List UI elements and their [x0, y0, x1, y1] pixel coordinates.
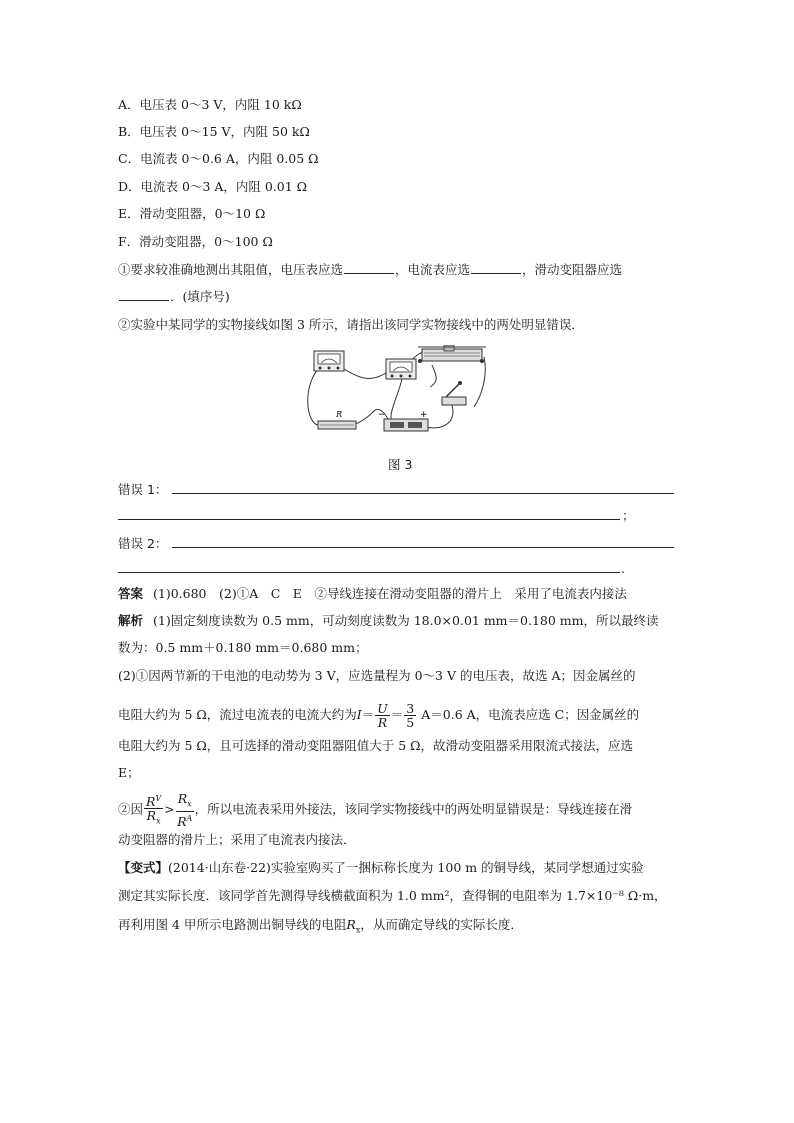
answer-blank-rheostat[interactable]	[119, 289, 169, 301]
error-1-label: 错误 1：	[118, 482, 168, 497]
battery-plus-label: +	[420, 410, 428, 420]
figure-caption: 图 3	[388, 457, 413, 472]
question-1-line-2	[118, 289, 230, 305]
variant-text-1: (2014·山东卷·22)实验室购买了一捆标称长度为 100 m 的铜导线，某同学想通过实验	[168, 860, 644, 875]
battery	[378, 410, 428, 431]
error-1-semicolon: ；	[622, 508, 635, 523]
variant-line-1	[118, 860, 644, 876]
fraction-rv-over-rx: $\frac{R^V}{R_x}$	[146, 794, 162, 826]
analysis-line-4-text-2: A＝0.6 A，电流表应选 C；因金属丝的	[421, 707, 640, 722]
variant-line-3: 再利用图 4 甲所示电路测出铜导线的电阻$R_x$，从而确定导线的实际长度．	[118, 917, 523, 935]
error-2-period: .	[621, 561, 625, 576]
question-1-line	[118, 262, 622, 278]
battery-minus-label: −	[378, 410, 386, 420]
analysis-line-7-text: ②因	[118, 801, 144, 817]
analysis-line-3: (2)①因两节新的干电池的电动势为 3 V，应选量程为 0～3 V 的电压表，故选 A；因金属丝的	[118, 668, 636, 683]
voltmeter	[314, 351, 344, 371]
variant-text-3: 再利用图 4 甲所示电路测出铜导线的电阻	[118, 917, 347, 932]
switch	[442, 381, 466, 405]
option-d: D．电流表 0～3 A，内阻 0.01 Ω	[118, 179, 308, 194]
circuit-diagram	[306, 345, 486, 441]
analysis-line-7-text-2: ，所以电流表采用外接法，该同学实物接线中的两处明显错误是：导线连接在滑	[194, 801, 633, 817]
error-1-input[interactable]	[172, 493, 674, 494]
analysis-line-4: 电阻大约为 5 Ω，流过电流表的电流大约为I＝ $\frac{U}{R}$ ＝ $\frac{3}{5}$ A＝0.6 A，电流表应选 C；因金属丝的	[118, 701, 640, 730]
fraction-3-over-5: $\frac{3}{5}$	[406, 701, 415, 730]
question-2: ②实验中某同学的实物接线如图 3 所示，请指出该同学实物接线中的两处明显错误．	[118, 317, 584, 332]
variant-line-2: 测定其实际长度．该同学首先测得导线横截面积为 1.0 mm²，查得铜的电阻率为 1.7×10⁻⁸ Ω·m，	[118, 888, 667, 903]
fraction-rx-over-ra: $\frac{R_x}{R^A}$	[177, 791, 193, 829]
question-1-text-1: ①要求较准确地测出其阻值，电压表应选	[118, 262, 344, 277]
analysis-line-5: 电阻大约为 5 Ω，且可选择的滑动变阻器阻值大于 5 Ω，故滑动变阻器采用限流式接法，应选	[118, 738, 634, 753]
analysis-line-4-text: 电阻大约为 5 Ω，流过电流表的电流大约为	[118, 707, 357, 722]
analysis-line-2: 数为：0.5 mm＋0.180 mm＝0.680 mm；	[118, 640, 368, 655]
question-1-text-4: ．(填序号)	[170, 289, 230, 304]
error-2-input-2[interactable]	[118, 572, 620, 573]
option-b: B．电压表 0～15 V，内阻 50 kΩ	[118, 124, 310, 139]
answer-line	[118, 586, 627, 602]
variant-text-3b: ，从而确定导线的实际长度．	[360, 917, 523, 932]
question-1-text-3: ，滑动变阻器应选	[522, 262, 623, 277]
resistor-label: R	[336, 410, 343, 419]
error-2-label: 错误 2：	[118, 536, 168, 551]
question-1-text-2: ，电流表应选	[395, 262, 471, 277]
analysis-line-8: 动变阻器的滑片上；采用了电流表内接法．	[118, 832, 356, 847]
option-f: F．滑动变阻器，0～100 Ω	[118, 234, 273, 249]
option-e: E．滑动变阻器，0～10 Ω	[118, 206, 266, 221]
wire	[474, 357, 485, 407]
ammeter	[386, 359, 416, 379]
answer-blank-voltmeter[interactable]	[344, 262, 394, 274]
variant-label: 【变式】	[118, 860, 169, 875]
resistor	[318, 410, 356, 429]
fraction-u-over-r: $\frac{U}{R}$	[377, 701, 388, 730]
wire	[308, 367, 320, 425]
analysis-line-6: E；	[118, 765, 140, 780]
answer-text: (1)0.680 (2)①A C E ②导线连接在滑动变阻器的滑片上 采用了电流表内接法	[153, 586, 627, 601]
answer-blank-ammeter[interactable]	[471, 262, 521, 274]
option-c: C．电流表 0～0.6 A，内阻 0.05 Ω	[118, 151, 319, 166]
analysis-label: 解析	[118, 613, 144, 628]
option-a: A．电压表 0～3 V，内阻 10 kΩ	[118, 97, 302, 112]
rheostat	[418, 345, 486, 363]
analysis-line-1	[118, 613, 659, 629]
error-2-input[interactable]	[172, 547, 674, 548]
analysis-text-1: (1)固定刻度读数为 0.5 mm，可动刻度读数为 18.0×0.01 mm＝0.180 mm，所以最终读	[153, 613, 659, 628]
answer-label: 答案	[118, 586, 144, 601]
error-1-input-2[interactable]	[118, 519, 620, 520]
analysis-line-7: ②因 $\frac{R^V}{R_x}$ > $\frac{R_x}{R^A}$ ，所以电流表采用外接法，该同学实物接线中的两处明显错误是：导线连接在滑	[118, 791, 633, 829]
wire	[430, 365, 436, 387]
